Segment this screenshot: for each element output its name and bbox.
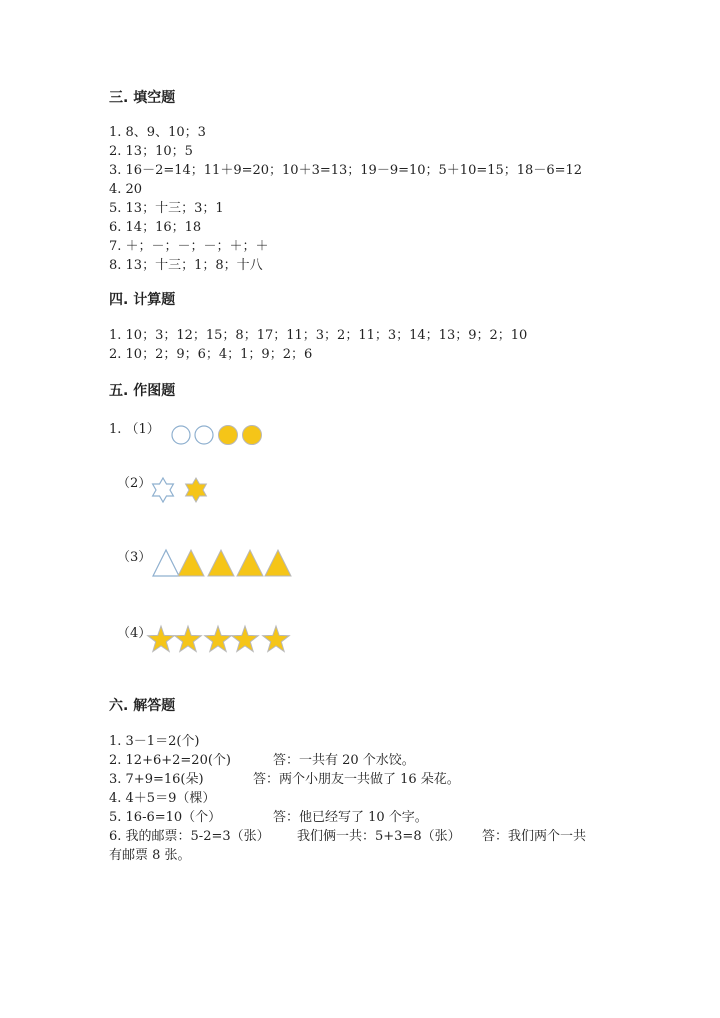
solution-line-3	[109, 771, 460, 789]
section-heading-calculation: 四. 计算题	[109, 292, 176, 308]
filled-star	[175, 626, 202, 652]
section-heading-word-problems: 六. 解答题	[109, 698, 176, 714]
solution-equation: 2. 12+6+2=20(个)	[109, 753, 231, 768]
filled-star	[205, 626, 232, 652]
drawing-label-2: （2）	[117, 476, 152, 491]
drawing-label-3: （3）	[117, 550, 152, 565]
solution-equation: 4. 4＋5＝9（棵）	[109, 791, 216, 806]
triangles-figure	[150, 545, 300, 581]
fill-answer-7: 7. ＋；－；－；－；＋；＋	[109, 239, 269, 254]
solution-line-4	[109, 790, 215, 808]
calc-answer-1: 1. 10；3；12；15；8；17；11；3；2；11；3；14；13；9；2；10	[109, 328, 528, 343]
solution-equation: 有邮票 8 张。	[109, 848, 191, 863]
solution-answer: 答：他已经写了 10 个字。	[273, 810, 428, 825]
solution-middle: 我们俩一共：5+3=8（张）	[297, 829, 461, 844]
filled-triangle	[265, 550, 291, 576]
outlined-circle	[195, 426, 213, 444]
solution-line-5	[109, 809, 428, 827]
drawing-label-4: （4）	[117, 626, 152, 641]
fill-answer-6: 6. 14；16；18	[109, 220, 202, 235]
filled-circle	[219, 426, 238, 445]
filled-star	[148, 626, 175, 652]
fill-answer-3: 3. 16－2=14；11＋9=20；10＋3=13；19－9=10；5＋10=15；18－6=12	[109, 163, 583, 178]
solution-line-7	[109, 847, 191, 865]
filled-triangle	[237, 550, 263, 576]
circles-figure	[166, 420, 266, 450]
drawing-label-1: 1. （1）	[109, 422, 160, 437]
solution-line-6	[109, 828, 586, 846]
outlined-triangle	[153, 550, 179, 576]
solution-equation: 5. 16-6=10（个）	[109, 810, 222, 825]
filled-triangle	[178, 550, 204, 576]
calc-answer-2: 2. 10；2；9；6；4；1；9；2；6	[109, 347, 313, 362]
solution-line-2	[109, 752, 415, 770]
solution-equation: 1. 3－1＝2(个)	[109, 734, 200, 749]
fill-answer-5: 5. 13；十三；3；1	[109, 201, 224, 216]
fill-answer-4: 4. 20	[109, 182, 143, 197]
solution-answer: 答：两个小朋友一共做了 16 朵花。	[253, 772, 460, 787]
outlined-circle	[172, 426, 190, 444]
solution-equation: 6. 我的邮票：5-2=3（张）	[109, 829, 270, 844]
filled-circle	[243, 426, 262, 445]
filled-star	[263, 626, 290, 652]
solution-line-1	[109, 733, 200, 751]
filled-hexagram	[186, 478, 207, 502]
section-heading-fill-blanks: 三. 填空题	[109, 90, 176, 106]
solution-equation: 3. 7+9=16(朵)	[109, 772, 204, 787]
fill-answer-1: 1. 8、9、10；3	[109, 125, 206, 140]
hexagram-figure	[148, 475, 218, 507]
filled-triangle	[208, 550, 234, 576]
solution-answer: 答：我们两个一共	[482, 829, 587, 844]
stars-figure	[145, 623, 295, 657]
fill-answer-2: 2. 13；10；5	[109, 144, 193, 159]
section-heading-drawing: 五. 作图题	[109, 383, 176, 399]
solution-answer: 答：一共有 20 个水饺。	[273, 753, 415, 768]
outlined-hexagram	[153, 478, 174, 502]
filled-star	[232, 626, 259, 652]
fill-answer-8: 8. 13；十三；1；8；十八	[109, 258, 263, 273]
